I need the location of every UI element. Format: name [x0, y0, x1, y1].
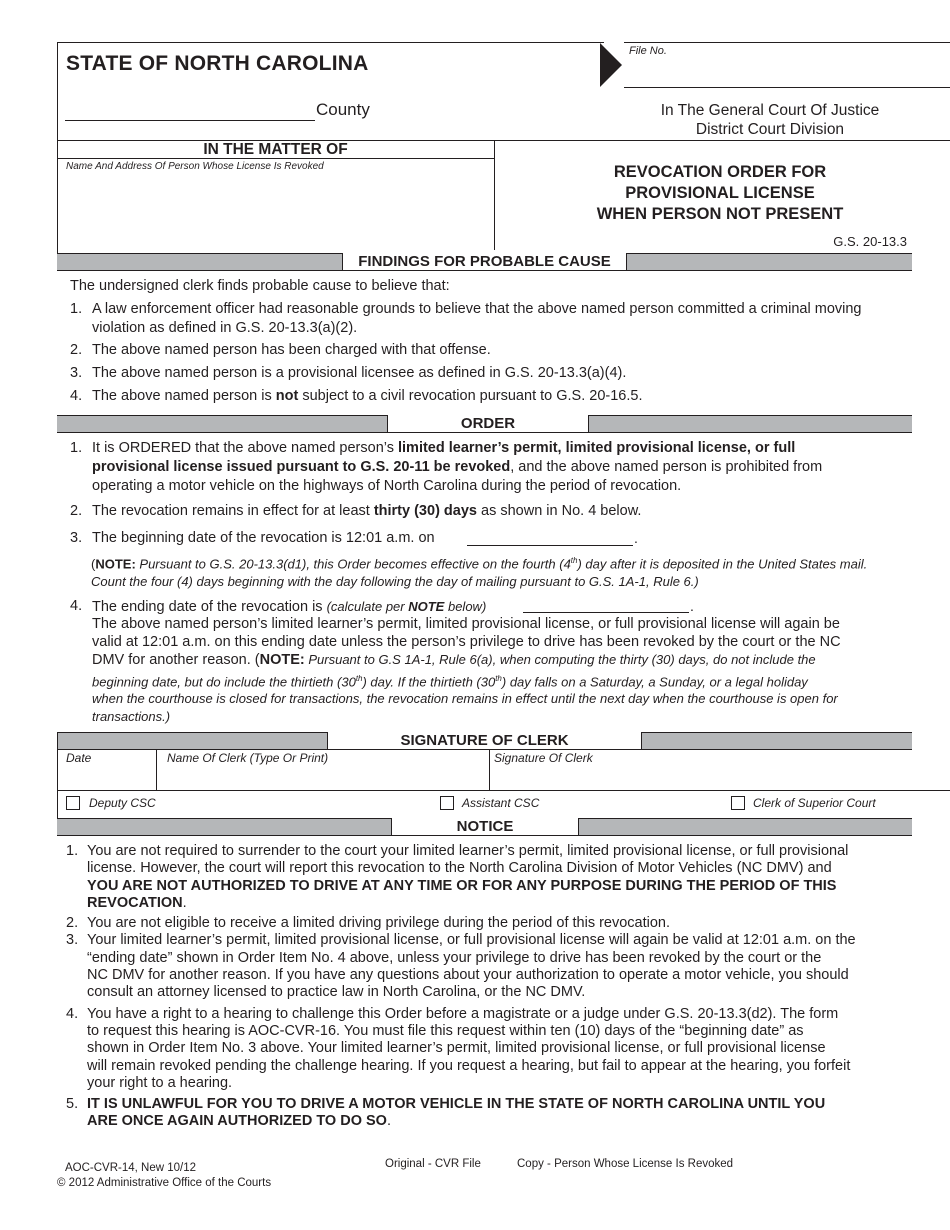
- finding-2-text: The above named person has been charged with that offense.: [92, 342, 491, 358]
- copyright: © 2012 Administrative Office of the Courts: [57, 1177, 272, 1189]
- ending-date-field[interactable]: [523, 612, 689, 613]
- notice-3-line-3: NC DMV for another reason. If you have any questions about your authorization to operate a motor vehicle, you should: [87, 967, 849, 984]
- order-band: [57, 415, 912, 433]
- notice-1-line-1: You are not required to surrender to the court your limited learner’s permit, limited provisional license, or full provisional: [87, 843, 849, 859]
- order-1-text-a: It is ORDERED that the above named person’s: [92, 440, 398, 456]
- clerk-signature-field[interactable]: [493, 766, 943, 788]
- order-4-calc-a: (calculate per: [326, 599, 409, 614]
- clerk-superior-court-label: Clerk of Superior Court: [753, 796, 876, 810]
- order-4-p-line-3-note: NOTE:: [259, 652, 305, 668]
- notice-5-line-2-end: .: [386, 1113, 391, 1130]
- form-title: [500, 162, 940, 225]
- notice-4-num: 4.: [66, 1005, 79, 1022]
- notice-2-line-1: You are not eligible to receive a limited driving privilege during the period of this revocation.: [87, 915, 671, 932]
- distribution-copy: Copy - Person Whose License Is Revoked: [517, 1158, 734, 1170]
- order-title: ORDER: [387, 415, 589, 432]
- name-address-field[interactable]: [60, 174, 490, 246]
- notice-4-line-2: to request this hearing is AOC-CVR-16. You must file this request within ten (10) days of the “beginning date” as: [87, 1022, 804, 1039]
- order-1-bold-b: limited learner’s permit, limited provisional license, or full: [398, 440, 796, 456]
- order-4-p-line-4-a: beginning date, but do include the thirtieth (30: [92, 673, 356, 689]
- notice-5-line-2: ARE ONCE AGAIN AUTHORIZED TO DO SO: [87, 1113, 387, 1130]
- form-title-line-1: REVOCATION ORDER FOR: [613, 163, 827, 181]
- order-4-text: The ending date of the revocation is: [92, 599, 327, 615]
- order-4-calc-bold: NOTE: [408, 599, 445, 614]
- state-title: STATE OF NORTH CAROLINA: [66, 52, 369, 75]
- notice-5-num: 5.: [66, 1096, 79, 1113]
- order-4-p-line-1: The above named person’s limited learner’s permit, limited provisional license, or full provisional license will again be: [92, 616, 840, 632]
- order-4-p-line-4-c: ) day falls on a Saturday, a Sunday, or a legal holiday: [501, 673, 808, 689]
- finding-1-num: 1.: [70, 301, 83, 317]
- order-3-note-sup: th: [570, 556, 578, 565]
- clerk-signature-label: Signature Of Clerk: [494, 751, 593, 765]
- finding-4-num: 4.: [70, 388, 83, 404]
- beginning-date-field[interactable]: [467, 545, 633, 546]
- notice-1-line-2: license. However, the court will report this revocation to the North Carolina Division of Motor Vehicles (NC DMV) and: [87, 860, 832, 877]
- order-3-note-line-2: Count the four (4) days beginning with the day following the day of mailing pursuant to G.S. 1A-1, Rule 6.): [91, 574, 699, 590]
- order-4-p-line-3-a: DMV for another reason. (: [92, 652, 260, 668]
- deputy-csc-label: Deputy CSC: [89, 796, 156, 810]
- court-line-1: In The General Court Of Justice: [660, 102, 880, 119]
- notice-3-line-2: “ending date” shown in Order Item No. 4 above, unless your privilege to drive has been revoked by the court or the: [87, 949, 822, 966]
- notice-4-line-4: will remain revoked pending the challenge hearing. If you request a hearing, but fail to appear at the hearing, you forfeit: [87, 1057, 851, 1074]
- finding-2-num: 2.: [70, 342, 83, 358]
- date-label: Date: [66, 751, 92, 765]
- finding-4-pre: The above named person is: [92, 388, 276, 404]
- notice-item-1: [66, 843, 936, 912]
- order-3-note-a: Pursuant to G.S. 20-13.3(d1), this Order becomes effective on the fourth (4: [135, 556, 571, 572]
- order-2-pre: The revocation remains in effect for at least: [92, 503, 374, 519]
- order-4-num: 4.: [70, 598, 83, 614]
- notice-1-line-3: YOU ARE NOT AUTHORIZED TO DRIVE AT ANY TIME OR FOR ANY PURPOSE DURING THE PERIOD OF THIS: [87, 877, 837, 894]
- notice-item-2: [66, 915, 936, 932]
- order-4-p-line-6: transactions.): [92, 708, 171, 724]
- file-no-field[interactable]: [624, 87, 950, 88]
- statute-ref: G.S. 20-13.3: [833, 234, 907, 249]
- notice-3-num: 3.: [66, 932, 79, 949]
- matter-sublabel: Name And Address Of Person Whose License Is Revoked: [66, 161, 324, 172]
- notice-list: [66, 843, 936, 1131]
- finding-3-text: The above named person is a provisional licensee as defined in G.S. 20-13.3(a)(4).: [92, 365, 627, 381]
- notice-band: [57, 818, 912, 836]
- finding-3-num: 3.: [70, 365, 83, 381]
- signature-band: [57, 732, 912, 750]
- order-3-note-label: NOTE:: [95, 556, 136, 572]
- notice-3-line-1: Your limited learner’s permit, limited provisional license, or full provisional license will again be valid at 12:01 a.m. on the: [87, 932, 856, 949]
- finding-1-line-2: violation as defined in G.S. 20-13.3(a)(2).: [92, 320, 358, 336]
- assistant-csc-checkbox[interactable]: [440, 796, 454, 810]
- notice-4-line-5: your right to a hearing.: [87, 1074, 233, 1091]
- findings-band: [57, 253, 912, 271]
- notice-item-4: [66, 1006, 936, 1092]
- order-4-p-line-4-sup-2: th: [495, 673, 502, 683]
- file-number-arrow-icon: [600, 43, 624, 87]
- order-3-note-open: (: [91, 556, 96, 572]
- file-no-label: File No.: [629, 45, 667, 57]
- distribution-original: Original - CVR File: [385, 1158, 481, 1170]
- order-3-note-b: ) day after it is deposited in the United States mail.: [577, 556, 868, 572]
- order-1-bold-c: provisional license issued pursuant to G.S. 20-11 be revoked: [92, 459, 511, 475]
- court-line-2: District Court Division: [695, 121, 845, 138]
- clerk-name-label: Name Of Clerk (Type Or Print): [167, 751, 329, 765]
- order-2-post: as shown in No. 4 below.: [476, 503, 642, 519]
- court-name: [600, 101, 940, 139]
- order-3-note: [91, 552, 867, 591]
- findings-title: FINDINGS FOR PROBABLE CAUSE: [342, 253, 627, 270]
- finding-4-bold: not: [275, 388, 299, 404]
- order-4-p-line-2: valid at 12:01 a.m. on this ending date unless the person’s privilege to drive has been revoked by the court or the NC: [92, 633, 841, 650]
- county-label: County: [316, 100, 370, 119]
- notice-4-line-1: You have a right to a hearing to challenge this Order before a magistrate or a judge under G.S. 20-13.3(d2). The form: [87, 1005, 839, 1022]
- deputy-csc-checkbox[interactable]: [66, 796, 80, 810]
- order-4-calc-b: below): [444, 599, 487, 614]
- form-title-line-2: PROVISIONAL LICENSE: [625, 184, 815, 202]
- order-4-p-line-4-sup-1: th: [355, 673, 363, 683]
- notice-5-line-1: IT IS UNLAWFUL FOR YOU TO DRIVE A MOTOR VEHICLE IN THE STATE OF NORTH CAROLINA UNTIL YOU: [87, 1096, 826, 1113]
- notice-3-line-4: consult an attorney licensed to practice law in North Carolina, or the NC DMV.: [87, 984, 586, 1001]
- notice-1-num: 1.: [66, 843, 79, 859]
- form-id: AOC-CVR-14, New 10/12: [65, 1162, 197, 1174]
- clerk-superior-court-checkbox[interactable]: [731, 796, 745, 810]
- notice-2-num: 2.: [66, 915, 79, 932]
- form-title-line-3: WHEN PERSON NOT PRESENT: [596, 205, 844, 223]
- notice-1-line-4-end: .: [182, 894, 187, 911]
- finding-1-line-1: A law enforcement officer had reasonable grounds to believe that the above named person committed a criminal moving: [92, 301, 862, 317]
- date-field[interactable]: [60, 766, 152, 788]
- findings-intro: The undersigned clerk finds probable cause to believe that:: [70, 278, 450, 294]
- finding-4-post: subject to a civil revocation pursuant to G.S. 20-16.5.: [298, 388, 643, 404]
- notice-item-3: [66, 932, 936, 1001]
- notice-1-line-4: REVOCATION: [87, 894, 183, 911]
- order-1-text-e: operating a motor vehicle on the highways of North Carolina during the period of revocation.: [92, 478, 682, 494]
- order-3-num: 3.: [70, 530, 83, 546]
- matter-title: IN THE MATTER OF: [203, 141, 348, 158]
- order-2-num: 2.: [70, 503, 83, 519]
- order-1-num: 1.: [70, 440, 83, 456]
- signature-title: SIGNATURE OF CLERK: [327, 732, 642, 749]
- order-2-bold: thirty (30) days: [373, 503, 477, 519]
- order-3-text: The beginning date of the revocation is 12:01 a.m. on: [92, 530, 435, 546]
- order-1-text-d: , and the above named person is prohibited from: [510, 459, 823, 475]
- order-4-p-line-4-b: ) day. If the thirtieth (30: [362, 673, 496, 689]
- order-4-p-line-5: when the courthouse is closed for transactions, the revocation remains in effect until the next day when the courthouse is open for: [92, 691, 838, 707]
- clerk-name-field[interactable]: [160, 766, 485, 788]
- assistant-csc-label: Assistant CSC: [462, 796, 540, 810]
- order-4-p-line-3-b: Pursuant to G.S 1A-1, Rule 6(a), when computing the thirty (30) days, do not include the: [304, 652, 816, 667]
- county-field[interactable]: [65, 120, 315, 121]
- notice-title: NOTICE: [391, 818, 579, 835]
- order-4-paragraph: [92, 616, 937, 725]
- notice-4-line-3: shown in Order Item No. 3 above. Your limited learner’s permit, limited provisional license, or full provisional license: [87, 1040, 826, 1057]
- notice-item-5: [66, 1096, 936, 1131]
